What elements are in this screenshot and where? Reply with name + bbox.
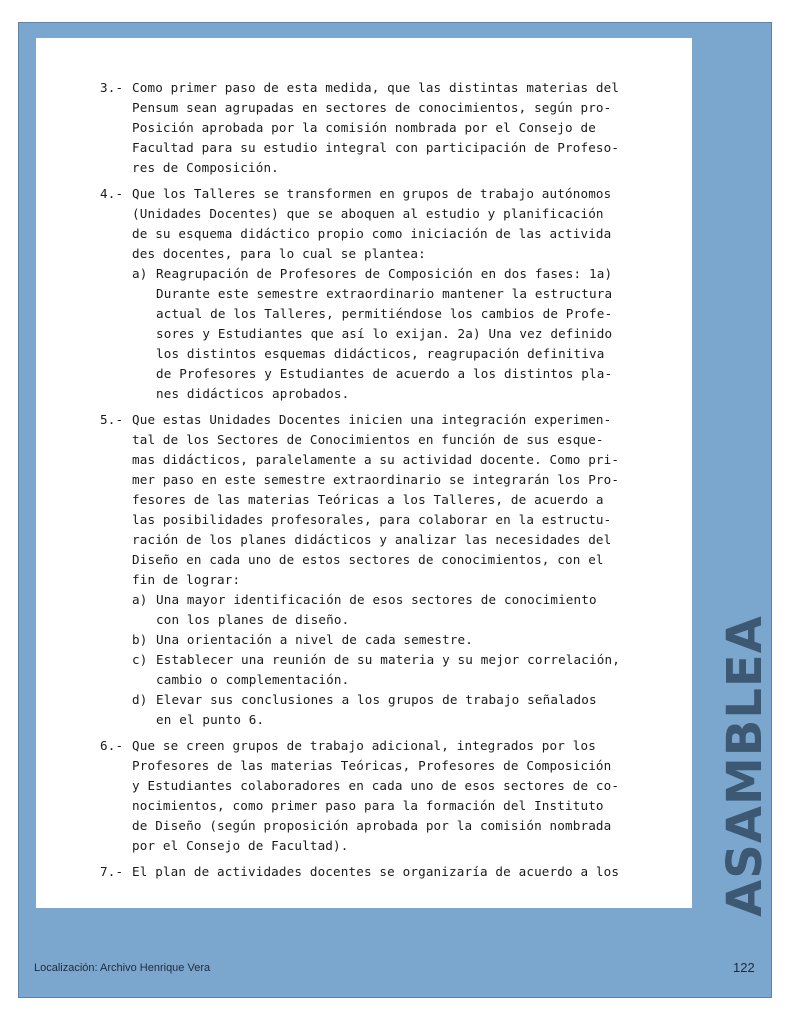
text-line: Que los Talleres se transformen en grupos de trabajo autónomos	[132, 186, 612, 201]
sub-item	[132, 650, 680, 690]
text-line: des docentes, para lo cual se plantea:	[132, 246, 426, 261]
text-line: ración de los planes didácticos y analizar las necesidades del	[132, 532, 612, 547]
document-item	[100, 184, 680, 404]
item-number: 3.-	[100, 80, 124, 95]
side-title	[717, 612, 773, 920]
text-line: Profesores de las materias Teóricas, Profesores de Composición	[132, 758, 612, 773]
sub-item-body	[156, 630, 473, 650]
text-line: mer paso en este semestre extraordinario se integrarán los Pro-	[132, 472, 620, 487]
text-line: por el Consejo de Facultad).	[132, 838, 349, 853]
text-line: Diseño en cada uno de estos sectores de conocimientos, con el	[132, 552, 604, 567]
sub-item-letter: a)	[132, 592, 148, 607]
text-line: Posición aprobada por la comisión nombrada por el Consejo de	[132, 120, 596, 135]
document-item	[100, 862, 680, 882]
item-body	[132, 410, 680, 730]
text-line: de su esquema didáctico propio como iniciación de las activida	[132, 226, 612, 241]
sub-item	[132, 630, 680, 650]
item-body	[132, 78, 680, 178]
sub-item-letter: b)	[132, 632, 148, 647]
footer-location: Localización: Archivo Henrique Vera	[34, 962, 211, 974]
item-number: 4.-	[100, 186, 124, 201]
sub-item	[132, 264, 680, 404]
typed-text	[100, 78, 680, 882]
text-line: y Estudiantes colaboradores en cada uno de esos sectores de co-	[132, 778, 620, 793]
text-line: de Profesores y Estudiantes de acuerdo a los distintos pla-	[156, 366, 613, 381]
document-item	[100, 410, 680, 730]
sub-item-body	[156, 590, 597, 630]
item-number: 6.-	[100, 738, 124, 753]
text-line: actual de los Talleres, permitiéndose los cambios de Profe-	[156, 306, 613, 321]
document-item	[100, 78, 680, 178]
text-line: en el punto 6.	[156, 712, 265, 727]
text-line: de Diseño (según proposición aprobada por la comisión nombrada	[132, 818, 612, 833]
sub-item-body	[156, 690, 597, 730]
text-line: Elevar sus conclusiones a los grupos de trabajo señalados	[156, 692, 597, 707]
item-body	[132, 184, 680, 404]
text-line: Reagrupación de Profesores de Composición en dos fases: 1a)	[156, 266, 613, 281]
text-line: mas didácticos, paralelamente a su actividad docente. Como pri-	[132, 452, 620, 467]
text-line: Pensum sean agrupadas en sectores de conocimientos, según pro-	[132, 100, 612, 115]
sub-item-body	[156, 650, 620, 690]
text-line: Una orientación a nivel de cada semestre.	[156, 632, 474, 647]
text-line: nocimientos, como primer paso para la formación del Instituto	[132, 798, 604, 813]
item-body	[132, 736, 680, 856]
text-line: res de Composición.	[132, 160, 279, 175]
text-line: nes didácticos aprobados.	[156, 386, 350, 401]
text-line: Que se creen grupos de trabajo adicional, integrados por los	[132, 738, 596, 753]
sub-item	[132, 590, 680, 630]
text-line: Que estas Unidades Docentes inicien una integración experimen-	[132, 412, 612, 427]
text-line: sores y Estudiantes que así lo exijan. 2a) Una vez definido	[156, 326, 613, 341]
text-line: con los planes de diseño.	[156, 612, 350, 627]
scanned-document	[36, 38, 692, 908]
sub-item-letter: d)	[132, 692, 148, 707]
text-line: fin de lograr:	[132, 572, 241, 587]
footer-page-number: 122	[733, 960, 755, 975]
item-body	[132, 862, 680, 882]
text-line: tal de los Sectores de Conocimientos en función de sus esque-	[132, 432, 604, 447]
text-line: fesores de las materias Teóricas a los Talleres, de acuerdo a	[132, 492, 604, 507]
text-line: Durante este semestre extraordinario mantener la estructura	[156, 286, 613, 301]
text-line: Como primer paso de esta medida, que las distintas materias del	[132, 80, 620, 95]
sub-item-body	[156, 264, 612, 404]
text-line: cambio o complementación.	[156, 672, 350, 687]
side-title-text: ASAMBLEA	[717, 615, 773, 917]
text-line: Establecer una reunión de su materia y su mejor correlación,	[156, 652, 620, 667]
sub-item-letter: c)	[132, 652, 148, 667]
text-line: Una mayor identificación de esos sectores de conocimiento	[156, 592, 597, 607]
text-line: las posibilidades profesorales, para colaborar en la estructu-	[132, 512, 612, 527]
document-item	[100, 736, 680, 856]
text-line: (Unidades Docentes) que se aboquen al estudio y planificación	[132, 206, 604, 221]
sub-item	[132, 690, 680, 730]
text-line: El plan de actividades docentes se organizaría de acuerdo a los	[132, 864, 620, 879]
item-number: 7.-	[100, 864, 124, 879]
item-number: 5.-	[100, 412, 124, 427]
text-line: Facultad para su estudio integral con participación de Profeso-	[132, 140, 620, 155]
text-line: los distintos esquemas didácticos, reagrupación definitiva	[156, 346, 605, 361]
sub-item-letter: a)	[132, 266, 148, 281]
